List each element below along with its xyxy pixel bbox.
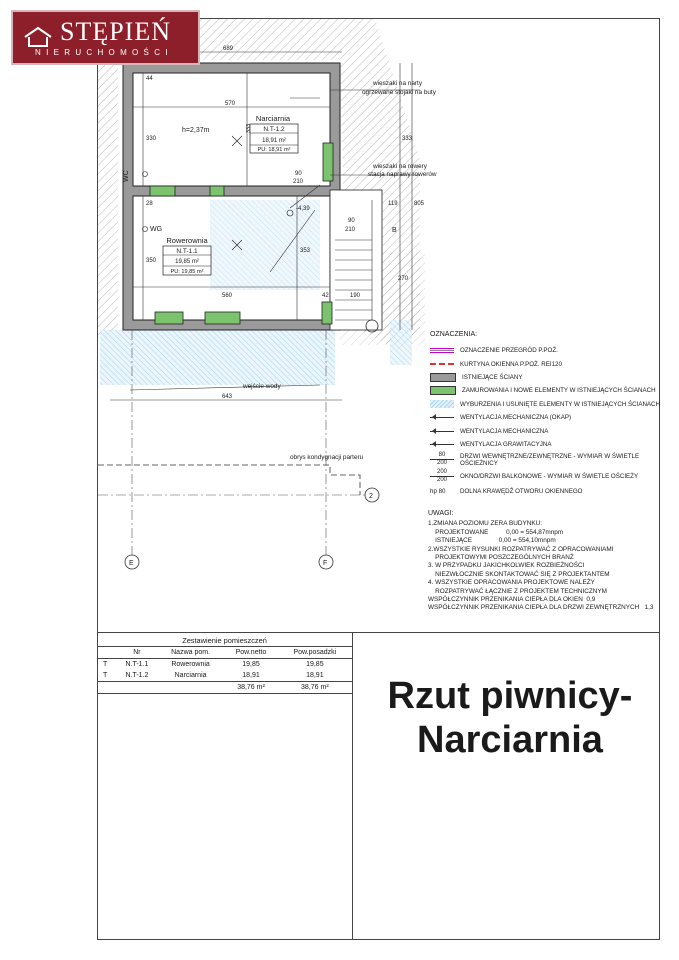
legend-item [430,384,660,397]
drawing-title-line-2: Narciarnia [417,719,603,761]
note-line: WSPÓŁCZYNNIK PRZENIKANIA CIEPŁA DLA OKIEN 0,9 [428,596,596,604]
room-height: h=2,37m [182,127,210,134]
legend-item [430,398,660,411]
label-entrance: wejście wody [243,383,281,390]
table-cell [157,682,225,694]
legend-symbol-frac [430,452,454,468]
legend-text: ISTNIEJĄCE ŚCIANY [462,373,523,381]
legend-item [430,344,660,357]
legend-item [430,485,660,498]
dim-left-lower: 350 [146,258,157,264]
table-cell: 18,91 [306,672,324,679]
table-cell: Narciarnia [174,672,207,679]
legend-text: DOLNA KRAWĘDŹ OTWORU OKIENNEGO [460,488,583,496]
note-line: WSPÓŁCZYNNIK PRZENIKANIA CIEPŁA DLA DRZWI ZEWNĘTRZNYCH 1,3 [428,604,654,612]
legend-symbol-arrow [430,417,454,418]
header-cell: Nr [117,647,157,659]
notes [428,510,660,613]
label-ski-racks: wieszaki na narty [373,80,423,87]
legend-text: WENTYLACJA MECHANICZNA (OKAP) [460,414,572,422]
table-cell: 19,85 [306,661,324,668]
label-ceiling-outline: obrys kondygnacji parteru [290,454,364,461]
level-mark: -4,39 [296,206,310,212]
header-cell: Pow.posadzki [278,647,352,659]
legend-text: DRZWI WEWNĘTRZNE/ZEWNĘTRZNE - WYMIAR W ŚWIETLE OŚCIEŻNICY [460,452,640,467]
legend-text: WENTYLACJA MECHANICZNA [460,427,549,435]
note-line: 4. WSZYSTKIE OPRACOWANIA PROJEKTOWE NALEŻY [428,579,595,587]
legend-symbol-gray [430,373,456,382]
axis-e-label: E [129,560,134,567]
table-row [97,659,352,671]
legend-symbol-green [430,386,456,395]
room-code: N.T-1.1 [176,248,198,255]
dim-door-small-b: 90 [295,171,302,177]
brand-subtitle: NIERUCHOMOŚCI [35,48,173,57]
dim-middle-inner: 560 [222,293,233,299]
legend-symbol-hp: hp 80 [430,488,446,496]
legend-heading: OZNACZENIA: [430,331,478,338]
header-cell: Nazwa pom. [157,647,225,659]
legend-symbol-frac [430,469,454,485]
note-line: ROZPATRYWAĆ ŁĄCZNIE Z PROJEKTEM TECHNICZNYM [428,587,607,595]
dim-stair-b: 210 [345,227,356,233]
dim-stair-a: 90 [348,218,355,224]
room-label-rowerownia [163,236,211,275]
axis-2-label: 2 [369,493,373,500]
note-line: PROJEKTOWYMI POSZCZEGÓLNYCH BRANŻ [428,554,574,562]
room-code: N.T-1.2 [263,126,285,133]
section-b-label: B [392,227,397,234]
room-pu: PU: 18,91 m² [257,147,291,153]
room-area: 18,91 m² [262,138,286,144]
dim-stair-c: 42 [322,293,329,299]
room-pu: PU: 19,85 m² [170,269,204,275]
brand-name: STĘPIEŃ [60,17,171,46]
legend-item [430,371,660,384]
table-cell: 19,85 [242,661,260,668]
rooms-table-header [97,647,352,659]
label-boot-heaters: ogrzewane stojaki na buty [362,89,436,96]
table-cell: 18,91 [242,672,260,679]
dim-top-outer: 689 [223,46,234,52]
dim-top-inner: 570 [225,101,236,107]
dim-left-gap: 28 [146,201,153,207]
header-cell: Pow.netto [224,647,277,659]
legend-text: KURTYNA OKIENNA P.POŻ. REI120 [460,360,562,368]
table-cell: N.T-1.2 [125,672,149,679]
note-line: NIEZWŁOCZNIE SKONTAKTOWAĆ SIĘ Z PROJEKTANTEM [428,570,610,578]
label-wg: WG [150,226,163,233]
legend [430,331,660,499]
table-cell: 38,76 m² [278,682,352,694]
legend-text: WENTYLACJA GRAWITACYJNA [460,440,552,448]
house-icon [23,25,53,49]
table-cell [97,682,117,694]
legend-item [430,424,660,437]
notes-heading: UWAGI: [428,510,454,517]
dim-right-d: 119 [388,201,398,207]
legend-symbol-dash [430,363,454,365]
drawing-title [360,674,660,762]
label-bike-hangers: wieszaki na rowery [373,163,427,170]
legend-frac-bottom: 200 [436,459,447,466]
label-wc: WC [123,170,130,182]
rooms-table-title: Zestawienie pomieszczeń [182,636,267,645]
drawing-title-line-1: Rzut piwnicy- [387,675,633,717]
dim-left-top: 44 [146,76,153,82]
demolition-zone [100,330,335,385]
legend-text: ZAMUROWANIA I NOWE ELEMENTY W ISTNIEJĄCYCH ŚCIANACH [462,387,656,395]
legend-item [430,411,660,424]
table-totals-row [97,682,352,694]
legend-text: OZNACZENIE PRZEGRÓD P.POŻ. [460,347,558,355]
dim-left-upper: 330 [146,136,157,142]
dim-door-small: 210 [293,179,304,185]
legend-item [430,451,660,468]
table-cell: T [103,672,108,679]
room-label-narciarnia [250,114,298,153]
dim-inner-lower: 353 [300,248,311,254]
legend-text: WYBURZENIA I USUNIĘTE ELEMENTY W ISTNIEJĄCYCH ŚCIANACH [460,400,660,408]
table-cell: Rowerownia [171,661,210,668]
legend-text: OKNO/DRZWI BALKONOWE - WYMIAR W ŚWIETLE OŚCIEŻY [460,473,639,481]
note-line: PROJEKTOWANE 0,00 = 554,87mnpm [428,528,564,536]
table-row [97,670,352,682]
room-name: Narciarnia [255,114,291,123]
table-cell: N.T-1.1 [125,661,149,668]
demolition-zone-stair [390,320,412,365]
brand-logo [11,10,200,65]
dim-right-b: 805 [414,201,425,207]
table-cell: 38,76 m² [224,682,277,694]
title-block-divider [352,632,353,940]
note-line: 3. W PRZYPADKU JAKICHKOLWIEK ROZBIEŻNOŚCI [428,562,585,570]
legend-frac-bottom: 200 [436,476,447,483]
label-bike-station: stacja naprawy rowerów [368,171,437,178]
header-cell [97,647,117,659]
dim-bottom-outer: 643 [222,394,233,400]
note-line: ISTNIEJĄCE 0,00 = 554,10mnpm [428,537,556,545]
dim-right-c: 270 [398,276,409,282]
dim-inner-upper: 333 [246,123,252,133]
rooms-table [97,646,352,694]
legend-frac-top: 80 [430,452,454,460]
legend-symbol-hatch [430,400,454,408]
room-area: 19,85 m² [175,259,199,265]
demolition-zone-inner [210,200,320,290]
legend-symbol-arrow [430,444,454,445]
note-line: 1.ZMIANA POZIOMU ZERA BUDYNKU: [428,520,542,528]
dim-right-a: 333 [402,136,413,142]
legend-item [430,468,660,485]
legend-frac-top: 200 [430,469,454,477]
legend-symbol-lines [430,348,454,354]
table-cell [117,682,157,694]
ceiling-outline [98,465,360,495]
legend-symbol-arrow [430,431,454,432]
room-name: Rowerownia [166,236,208,245]
legend-item [430,357,660,370]
table-cell: T [103,661,108,668]
dim-stair-d: 190 [350,293,361,299]
note-line: 2.WSZYSTKIE RYSUNKI ROZPATRYWAĆ Z OPRACOWANIAMI [428,545,614,553]
legend-item [430,438,660,451]
axis-f-label: F [323,560,328,567]
